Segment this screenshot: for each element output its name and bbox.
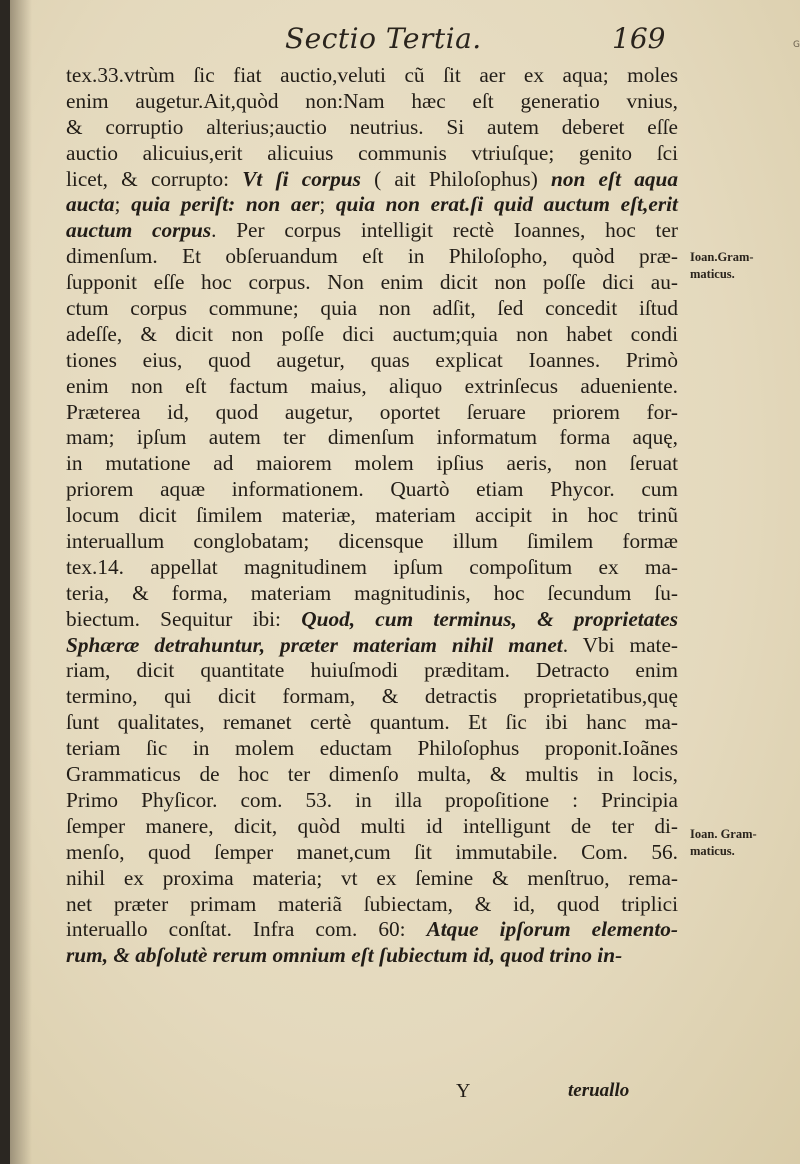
- signature-mark: Y: [456, 1080, 471, 1102]
- text-line: [66, 555, 678, 581]
- running-title: Sectio Tertia.: [285, 22, 482, 55]
- text-segment: adeſſe, & dicit non poſſe dici auctum;quia non habet condi: [66, 321, 678, 346]
- catchword: teruallo: [568, 1080, 630, 1101]
- margin-note-line: Ioan. Gram-: [690, 827, 757, 841]
- text-segment: & corruptio alterius;auctio neutrius. Si autem deberet eſſe: [66, 114, 678, 139]
- italic-segment: non eſt aqua: [551, 166, 678, 191]
- gutter-shadow: [10, 0, 32, 1164]
- text-line: [66, 115, 678, 141]
- text-line: [66, 296, 678, 322]
- page-footer: [0, 1080, 790, 1110]
- text-segment: ſunt qualitates, remanet certè quantum. Et ſic ibi hanc ma-: [66, 710, 678, 735]
- body-text: [66, 63, 678, 969]
- text-segment: termino, qui dicit formam, & detractis proprietatibus,quę: [66, 684, 678, 709]
- text-line: [66, 788, 678, 814]
- text-segment: teriam ſic in molem eductam Philoſophus proponit.Ioãnes: [66, 736, 678, 761]
- text-line: [66, 348, 678, 374]
- edge-mark: G: [793, 40, 800, 50]
- page-header: [0, 22, 790, 62]
- text-line: [66, 141, 678, 167]
- text-line: [66, 477, 678, 503]
- text-segment: tex.14. appellat magnitudinem ipſum compoſitum ex ma-: [66, 554, 678, 579]
- text-segment: net præter primam materiã ſubiectam, & id, quod triplici: [66, 891, 678, 916]
- text-segment: ſemper manere, dicit, quòd multi id intelligunt de ter di-: [66, 813, 678, 838]
- text-segment: dimenſum. Et obſeruandum eſt in Philoſopho, quòd præ-: [66, 244, 678, 269]
- text-segment: Grammaticus de hoc ter dimenſo multa, & multis in locis,: [66, 762, 678, 787]
- text-segment: priorem aquæ informationem. Quartò etiam Phycor. cum: [66, 477, 678, 502]
- text-line: [66, 658, 678, 684]
- text-segment: locum dicit ſimilem materiæ, materiam accipit in hoc trinũ: [66, 503, 678, 528]
- text-line: [66, 917, 678, 943]
- text-line: [66, 167, 678, 193]
- page-number: 169: [612, 22, 666, 55]
- text-segment: menſo, quod ſemper manet,cum ſit immutabile. Com. 56.: [66, 839, 678, 864]
- text-line: [66, 840, 678, 866]
- text-segment: ( ait Philoſophus): [360, 166, 551, 191]
- text-segment: ;: [319, 192, 336, 217]
- text-line: [66, 529, 678, 555]
- italic-segment: Quod, cum terminus, & proprietates: [301, 606, 679, 631]
- text-line: [66, 814, 678, 840]
- text-segment: biectum. Sequitur ibi:: [66, 606, 302, 631]
- text-segment: mam; ipſum autem ter dimenſum informatum forma aquę,: [66, 425, 678, 450]
- text-segment: . Per corpus intelligit rectè Ioannes, hoc ter: [211, 218, 678, 243]
- text-segment: auctio alicuius,erit alicuius communis vtriuſque; genito ſci: [66, 140, 678, 165]
- text-line: [66, 633, 678, 659]
- text-segment: in mutatione ad maiorem molem ipſius aeris, non ſeruat: [66, 451, 678, 476]
- text-segment: teria, & forma, materiam magnitudinis, hoc ſecundum ſu-: [66, 580, 678, 605]
- text-line: [66, 943, 678, 969]
- text-segment: interuallo conſtat. Infra com. 60:: [66, 917, 427, 942]
- text-segment: enim non eſt factum maius, aliquo extrinſecus adueniente.: [66, 373, 678, 398]
- text-segment: . Vbi mate-: [562, 632, 678, 657]
- italic-segment: rum, & abſolutè rerum omnium eſt ſubiectum id, quod trino in-: [66, 943, 623, 968]
- text-segment: nihil ex proxima materia; vt ex ſemine & menſtruo, rema-: [66, 865, 678, 890]
- margin-note-line: Ioan.Gram-: [690, 250, 754, 264]
- text-segment: tex.33.vtrùm ſic fiat auctio,veluti cũ ſit aer ex aqua; moles: [66, 63, 678, 87]
- text-line: [66, 270, 678, 296]
- text-line: [66, 892, 678, 918]
- italic-segment: Sphæræ detrahuntur, præter materiam nihil manet: [66, 632, 563, 657]
- text-line: [66, 374, 678, 400]
- text-segment: enim augetur.Ait,quòd non:Nam hæc eſt generatio vnius,: [66, 88, 678, 113]
- text-line: [66, 322, 678, 348]
- text-line: [66, 581, 678, 607]
- text-line: [66, 244, 678, 270]
- text-segment: Præterea id, quod augetur, oportet ſeruare priorem for-: [66, 399, 678, 424]
- text-line: [66, 736, 678, 762]
- text-line: [66, 866, 678, 892]
- text-line: [66, 607, 678, 633]
- text-line: [66, 762, 678, 788]
- text-line: [66, 684, 678, 710]
- italic-segment: auctum corpus: [66, 218, 212, 243]
- margin-note-line: maticus.: [690, 267, 735, 281]
- text-segment: interuallum conglobatam; dicensque illum ſimilem formæ: [66, 529, 678, 554]
- text-segment: riam, dicit quantitate huiuſmodi præditam. Detracto enim: [66, 658, 678, 683]
- text-line: [66, 710, 678, 736]
- margin-note-line: maticus.: [690, 844, 735, 858]
- text-segment: ſupponit eſſe hoc corpus. Non enim dicit non poſſe dici au-: [66, 270, 678, 295]
- text-segment: licet, & corrupto:: [66, 166, 243, 191]
- text-segment: Primo Phyſicor. com. 53. in illa propoſitione : Principia: [66, 787, 678, 812]
- text-line: [66, 451, 678, 477]
- text-line: [66, 503, 678, 529]
- margin-note-1: [690, 249, 786, 283]
- italic-segment: quia non erat.ſi quid auctum eſt,erit: [335, 192, 678, 217]
- text-line: [66, 89, 678, 115]
- italic-segment: Atque ipſorum elemento-: [426, 917, 679, 942]
- text-line: [66, 63, 678, 89]
- italic-segment: aucta: [66, 192, 115, 217]
- italic-segment: Vt ſi corpus: [242, 166, 361, 191]
- text-line: [66, 192, 678, 218]
- text-line: [66, 400, 678, 426]
- text-segment: ;: [114, 192, 132, 217]
- margin-note-2: [690, 826, 786, 860]
- text-line: [66, 218, 678, 244]
- text-segment: ctum corpus commune; quia non adſit, ſed concedit iſtud: [66, 296, 678, 321]
- italic-segment: quia periſt: non aer: [131, 192, 320, 217]
- text-line: [66, 425, 678, 451]
- text-segment: tiones eius, quod augetur, quas explicat Ioannes. Primò: [66, 347, 678, 372]
